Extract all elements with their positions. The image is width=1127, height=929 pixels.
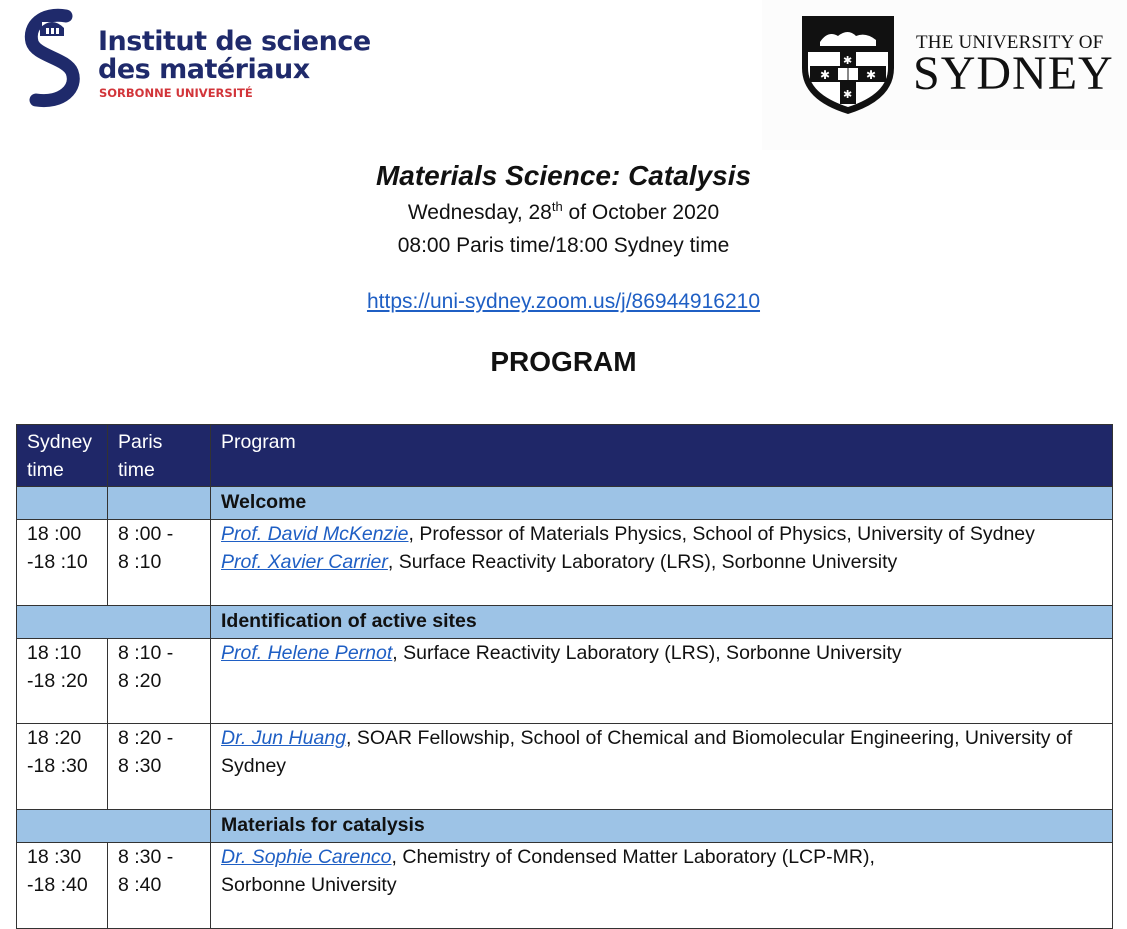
speaker-link[interactable]: Dr. Jun Huang — [221, 727, 347, 749]
speaker-affiliation: , Surface Reactivity Laboratory (LRS), Sorbonne University — [387, 551, 898, 573]
logo-line-3: SORBONNE UNIVERSITÉ — [99, 86, 253, 100]
speaker-link[interactable]: Prof. David McKenzie — [221, 523, 409, 545]
section-row — [17, 487, 1113, 520]
program-heading: PROGRAM — [490, 346, 637, 377]
program-entry — [221, 724, 1100, 780]
speaker-affiliation: , Professor of Materials Physics, School of Physics, University of Sydney — [408, 523, 1035, 545]
program-entry — [221, 843, 1112, 871]
program-cell — [211, 520, 1113, 606]
speaker-link[interactable]: Prof. Xavier Carrier — [221, 551, 388, 573]
sydney-time-cell: 18 :10 -18 :20 — [17, 639, 108, 724]
date-prefix: Wednesday, 28 — [407, 201, 552, 224]
speaker-affiliation: , SOAR Fellowship, School of Chemical and Biomolecular Engineering, University of Sydney — [221, 727, 1073, 777]
section-label: Materials for catalysis — [211, 810, 1113, 843]
header-sydney-time: Sydney time — [17, 425, 108, 487]
sorbonne-ism-logo — [22, 8, 392, 112]
header-program: Program — [211, 425, 1113, 487]
program-entry — [221, 639, 1112, 667]
university-of-sydney-logo — [798, 12, 1114, 122]
program-entry — [221, 548, 1112, 576]
svg-text:✱: ✱ — [820, 68, 831, 82]
event-time: 08:00 Paris time/18:00 Sydney time — [397, 234, 730, 257]
program-cell — [211, 639, 1113, 724]
date-suffix: of October 2020 — [562, 201, 720, 224]
svg-text:✱: ✱ — [843, 54, 853, 67]
paris-time-cell: 8 :10 - 8 :20 — [108, 639, 211, 724]
program-cell — [211, 843, 1113, 929]
svg-text:✱: ✱ — [843, 88, 853, 101]
paris-time-cell: 8 :30 - 8 :40 — [108, 843, 211, 929]
table-row — [17, 520, 1113, 606]
section-row — [17, 810, 1113, 843]
table-row — [17, 843, 1113, 929]
program-table — [16, 424, 1113, 929]
speaker-affiliation: , Surface Reactivity Laboratory (LRS), Sorbonne University — [392, 642, 902, 664]
sydney-time-cell: 18 :00 -18 :10 — [17, 520, 108, 606]
sydney-time-cell: 18 :20 -18 :30 — [17, 724, 108, 810]
logo-sydney: SYDNEY — [913, 47, 1114, 100]
header-paris-time: Paris time — [108, 425, 211, 487]
sorbonne-s-icon — [22, 8, 86, 108]
date-ordinal: th — [551, 199, 563, 214]
event-date — [0, 201, 1127, 225]
svg-text:✱: ✱ — [866, 68, 877, 82]
speaker-affiliation: , Chemistry of Condensed Matter Laboratory (LCP-MR), — [391, 846, 875, 868]
table-row — [17, 639, 1113, 724]
logo-line-1: Institut de science — [98, 26, 371, 57]
table-row — [17, 724, 1113, 810]
program-entry — [221, 520, 1112, 548]
zoom-link-container — [0, 290, 1127, 314]
speaker-link[interactable]: Dr. Sophie Carenco — [221, 846, 392, 868]
paris-time-cell: 8 :20 - 8 :30 — [108, 724, 211, 810]
logo-line-2: des matériaux — [98, 54, 310, 85]
table-header-row — [17, 425, 1113, 487]
program-cell — [211, 724, 1113, 810]
section-label: Welcome — [211, 487, 1113, 520]
speaker-affiliation-line-2: Sorbonne University — [221, 874, 397, 896]
speaker-link[interactable]: Prof. Helene Pernot — [221, 642, 393, 664]
paris-time-cell: 8 :00 - 8 :10 — [108, 520, 211, 606]
sydney-crest-icon — [798, 12, 898, 116]
section-row — [17, 606, 1113, 639]
section-label: Identification of active sites — [211, 606, 1113, 639]
event-title: Materials Science: Catalysis — [375, 160, 752, 191]
zoom-link[interactable]: https://uni-sydney.zoom.us/j/86944916210 — [366, 290, 761, 313]
logo-university-of: THE UNIVERSITY OF — [916, 32, 1104, 53]
sydney-time-cell: 18 :30 -18 :40 — [17, 843, 108, 929]
